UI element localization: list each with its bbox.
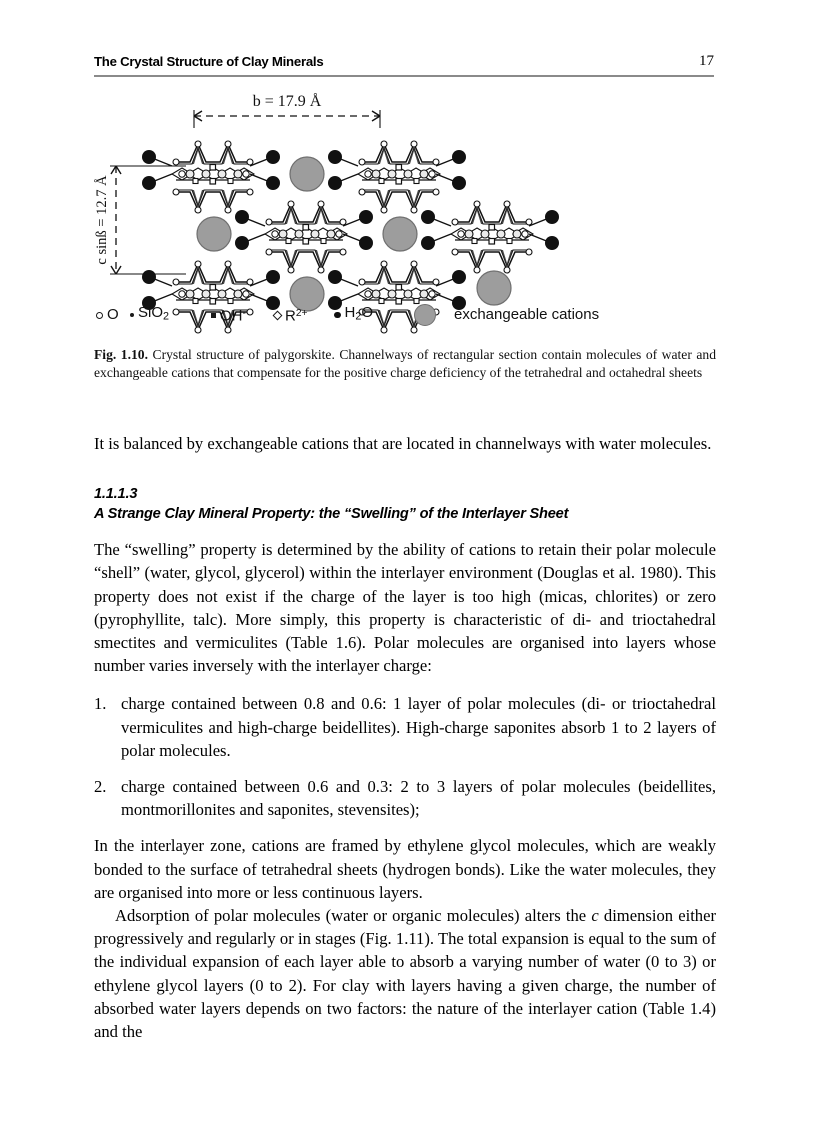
paragraph-intro: It is balanced by exchangeable cations that are located in channelways with water molecules. [94, 434, 712, 453]
dimension-c [94, 166, 186, 274]
legend-label-hydroxyl: OH- [220, 307, 246, 325]
paragraph-adsorption-part1: Adsorption of polar molecules (water or organic molecules) alters the [115, 906, 592, 926]
body-text [94, 432, 716, 1043]
list-item-number: 1. [94, 694, 107, 714]
list-item-number: 2. [94, 777, 107, 797]
list-item [94, 692, 716, 762]
paragraph-adsorption [94, 904, 716, 1043]
legend-label-oxygen: O [107, 306, 119, 323]
open-circle-icon [96, 312, 103, 319]
section-number: 1.1.1.3 [94, 486, 138, 503]
running-head [94, 54, 714, 80]
legend-item-exchangeable-cations [414, 303, 599, 327]
figure-legend [94, 303, 714, 333]
numbered-list [94, 692, 716, 821]
paragraph-adsorption-part2: dimension either progressively and regularly or in stages (Fig. 1.11). The total expansion is equal to the sum of the individual expansion of each layer able to absorb a varying number of water (0 to 3) or ethylene glycol layers (0 to 2). For clay with layers having a given charge, the number of absorbed water layers depends on two factors: the nature of the interlayer cation (Table 1.4) and the [94, 906, 716, 1042]
gray-circle-icon [414, 304, 436, 326]
section-title: A Strange Clay Mineral Property: the “Swelling” of the Interlayer Sheet [94, 505, 569, 522]
filled-square-icon [211, 313, 216, 318]
legend-item-rcation [274, 303, 307, 327]
dimension-b-label: b = 17.9 Å [252, 93, 322, 110]
exchangeable-cation [290, 157, 324, 191]
page-number: 17 [699, 53, 714, 69]
legend-label-exchangeable-cations: exchangeable cations [454, 306, 600, 323]
list-item-text: charge contained between 0.6 and 0.3: 2 to 3 layers of polar molecules (beidellites, montmorillonites and saponites, stevensites); [121, 777, 716, 820]
dimension-c-label: c sinß = 12.7 Å [94, 175, 110, 265]
exchangeable-cation [477, 271, 511, 305]
structure-row-middle [197, 201, 559, 273]
figure-caption-text: Crystal structure of palygorskite. Channelways of rectangular section contain molecules of water and exchangeable cations that compensate for the positive charge deficiency of the tetrahedral and octahedral sheets [94, 347, 716, 380]
exchangeable-cation [197, 217, 231, 251]
header-rule [94, 75, 714, 77]
list-item-text: charge contained between 0.8 and 0.6: 1 layer of polar molecules (di- or trioctahedral vermiculites and high-charge beidellites). High-charge saponites absorb 1 to 2 layers of polar molecules. [121, 694, 716, 760]
legend-label-rcation: $R^{2+}$ [285, 307, 308, 325]
legend-item-oxygen [96, 303, 119, 327]
paragraph-interlayer: In the interlayer zone, cations are framed by ethylene glycol molecules, which are weakly bonded to the surface of tetrahedral sheets (hydrogen bonds). Like the water molecules, they are organised into more or less continuous layers. [94, 836, 716, 902]
open-diamond-icon [273, 310, 283, 320]
filled-dot-icon [130, 313, 134, 317]
figure-caption-label: Fig. 1.10. [94, 347, 148, 362]
running-head-title: The Crystal Structure of Clay Minerals [94, 54, 324, 69]
legend-item-silica [130, 303, 169, 327]
legend-label-silica: SiO$_2$ [138, 304, 170, 323]
dimension-b [194, 92, 380, 128]
structure-row-top [142, 141, 466, 213]
paragraph-swelling: The “swelling” property is determined by the ability of cations to retain their polar molecule “shell” (water, glycol, glycerol) within the interlayer environment (Douglas et al. 1980). This property does not exist if the charge of the layer is too high (micas, chlorites) or zero (pyrophyllite, talc). More simply, this property is characteristic of di- and trioctahedral smectites and vermiculites (Table 1.6). Polar molecules are organised into layers whose number varies inversely with the interlayer charge: [94, 540, 716, 676]
legend-item-water [334, 303, 373, 327]
exchangeable-cation [383, 217, 417, 251]
section-heading [94, 485, 716, 524]
legend-label-water: $H_2O$ [344, 304, 374, 323]
legend-item-hydroxyl [211, 303, 246, 327]
list-item [94, 775, 716, 821]
c-dimension-symbol: c [591, 906, 599, 926]
figure-caption [94, 346, 716, 381]
filled-circle-icon [334, 312, 341, 319]
